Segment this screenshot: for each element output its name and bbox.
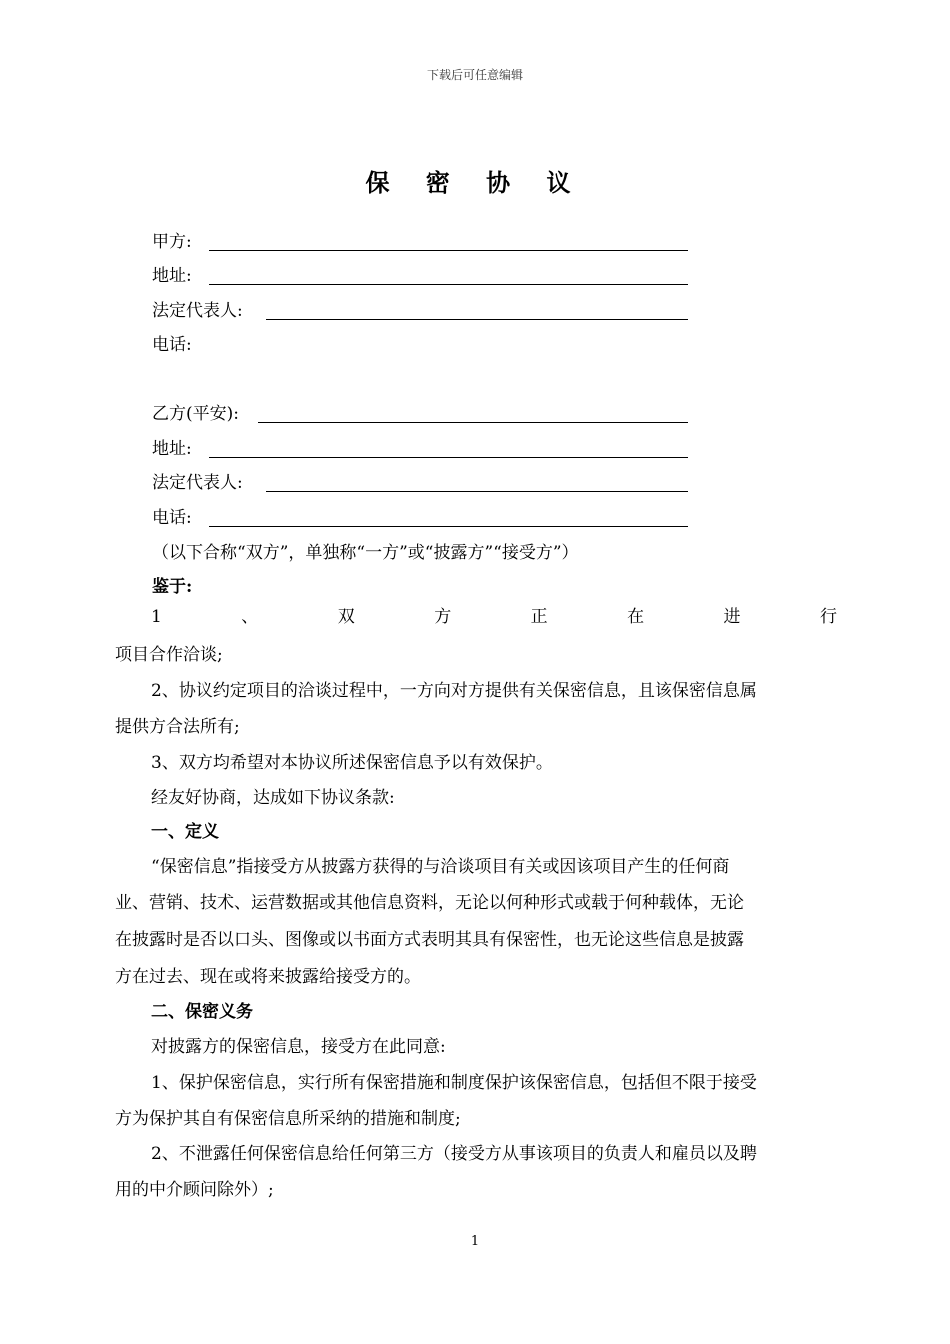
section2-item1-line1: 1、保护保密信息，实行所有保密措施和制度保护该保密信息，包括但不限于接受 xyxy=(151,1073,757,1093)
whereas-item2-line1: 2、协议约定项目的洽谈过程中，一方向对方提供有关保密信息，且该保密信息属 xyxy=(151,681,757,701)
whereas-item1-char: 进 xyxy=(723,607,741,627)
party-b-phone-field xyxy=(152,500,192,528)
alias-note xyxy=(152,535,579,563)
party-a-phone-field xyxy=(152,327,192,355)
party-b-name-label: 乙方(平安): xyxy=(152,404,239,424)
section1-heading: 一、定义 xyxy=(151,822,219,842)
section1-para-line4: 方在过去、现在或将来披露给接受方的。 xyxy=(115,967,421,987)
party-a-rep-line[interactable] xyxy=(266,319,688,320)
party-b-phone-line[interactable] xyxy=(209,526,688,527)
party-b-name-field xyxy=(152,396,239,424)
header-note: 下载后可任意编辑 xyxy=(426,68,523,82)
document-title: 保 密 协 议 xyxy=(365,168,585,197)
party-b-rep-line[interactable] xyxy=(266,491,688,492)
section2-item2-line2: 用的中介顾问除外）; xyxy=(115,1180,274,1200)
section1-para-line2: 业、营销、技术、运营数据或其他信息资料，无论以何种形式或载于何种载体，无论 xyxy=(115,893,744,913)
section2-item1-line2: 方为保护其自有保密信息所采纳的措施和制度; xyxy=(115,1109,461,1129)
party-a-name-label: 甲方: xyxy=(152,232,192,252)
whereas-conclusion: 经友好协商，达成如下协议条款: xyxy=(151,788,395,808)
party-b-rep-field xyxy=(152,465,243,493)
whereas-item1-cont: 项目合作洽谈; xyxy=(115,645,223,665)
alias-note-text: （以下合称“双方”，单独称“一方”或“披露方”“接受方”） xyxy=(152,543,579,563)
party-a-name-line[interactable] xyxy=(209,250,688,251)
section1-para-line1: “保密信息”指接受方从披露方获得的与洽谈项目有关或因该项目产生的任何商 xyxy=(151,857,730,877)
party-b-address-label: 地址: xyxy=(152,439,192,459)
party-a-name-field xyxy=(152,224,192,252)
party-b-address-field xyxy=(152,431,192,459)
party-a-rep-label: 法定代表人: xyxy=(152,301,243,321)
whereas-item1-line1 xyxy=(115,602,837,632)
party-a-phone-label: 电话: xyxy=(152,335,192,355)
whereas-item1-char: 1 xyxy=(151,607,162,627)
party-a-address-field xyxy=(152,258,192,286)
whereas-item1-char: 方 xyxy=(434,607,452,627)
whereas-item1-char: 正 xyxy=(530,607,548,627)
whereas-item1-char: 双 xyxy=(337,607,355,627)
party-a-address-label: 地址: xyxy=(152,266,192,286)
party-b-phone-label: 电话: xyxy=(152,508,192,528)
whereas-heading-text: 鉴于: xyxy=(152,577,193,597)
section1-para-line3: 在披露时是否以口头、图像或以书面方式表明其具有保密性，也无论这些信息是披露 xyxy=(115,930,744,950)
party-b-rep-label: 法定代表人: xyxy=(152,473,243,493)
whereas-heading xyxy=(152,569,192,597)
whereas-item1-char: 在 xyxy=(627,607,645,627)
page-number: 1 xyxy=(470,1234,480,1249)
party-b-name-line[interactable] xyxy=(258,422,688,423)
party-a-rep-field xyxy=(152,293,243,321)
section2-heading: 二、保密义务 xyxy=(151,1002,253,1022)
whereas-item2-line2: 提供方合法所有; xyxy=(115,717,240,737)
section2-intro: 对披露方的保密信息，接受方在此同意: xyxy=(151,1037,446,1057)
section2-item2-line1: 2、不泄露任何保密信息给任何第三方（接受方从事该项目的负责人和雇员以及聘 xyxy=(151,1144,757,1164)
whereas-item3: 3、双方均希望对本协议所述保密信息予以有效保护。 xyxy=(151,753,553,773)
whereas-item1-char: 行 xyxy=(820,607,837,627)
whereas-item1-char: 、 xyxy=(241,607,259,627)
party-a-address-line[interactable] xyxy=(209,284,688,285)
party-b-address-line[interactable] xyxy=(209,457,688,458)
